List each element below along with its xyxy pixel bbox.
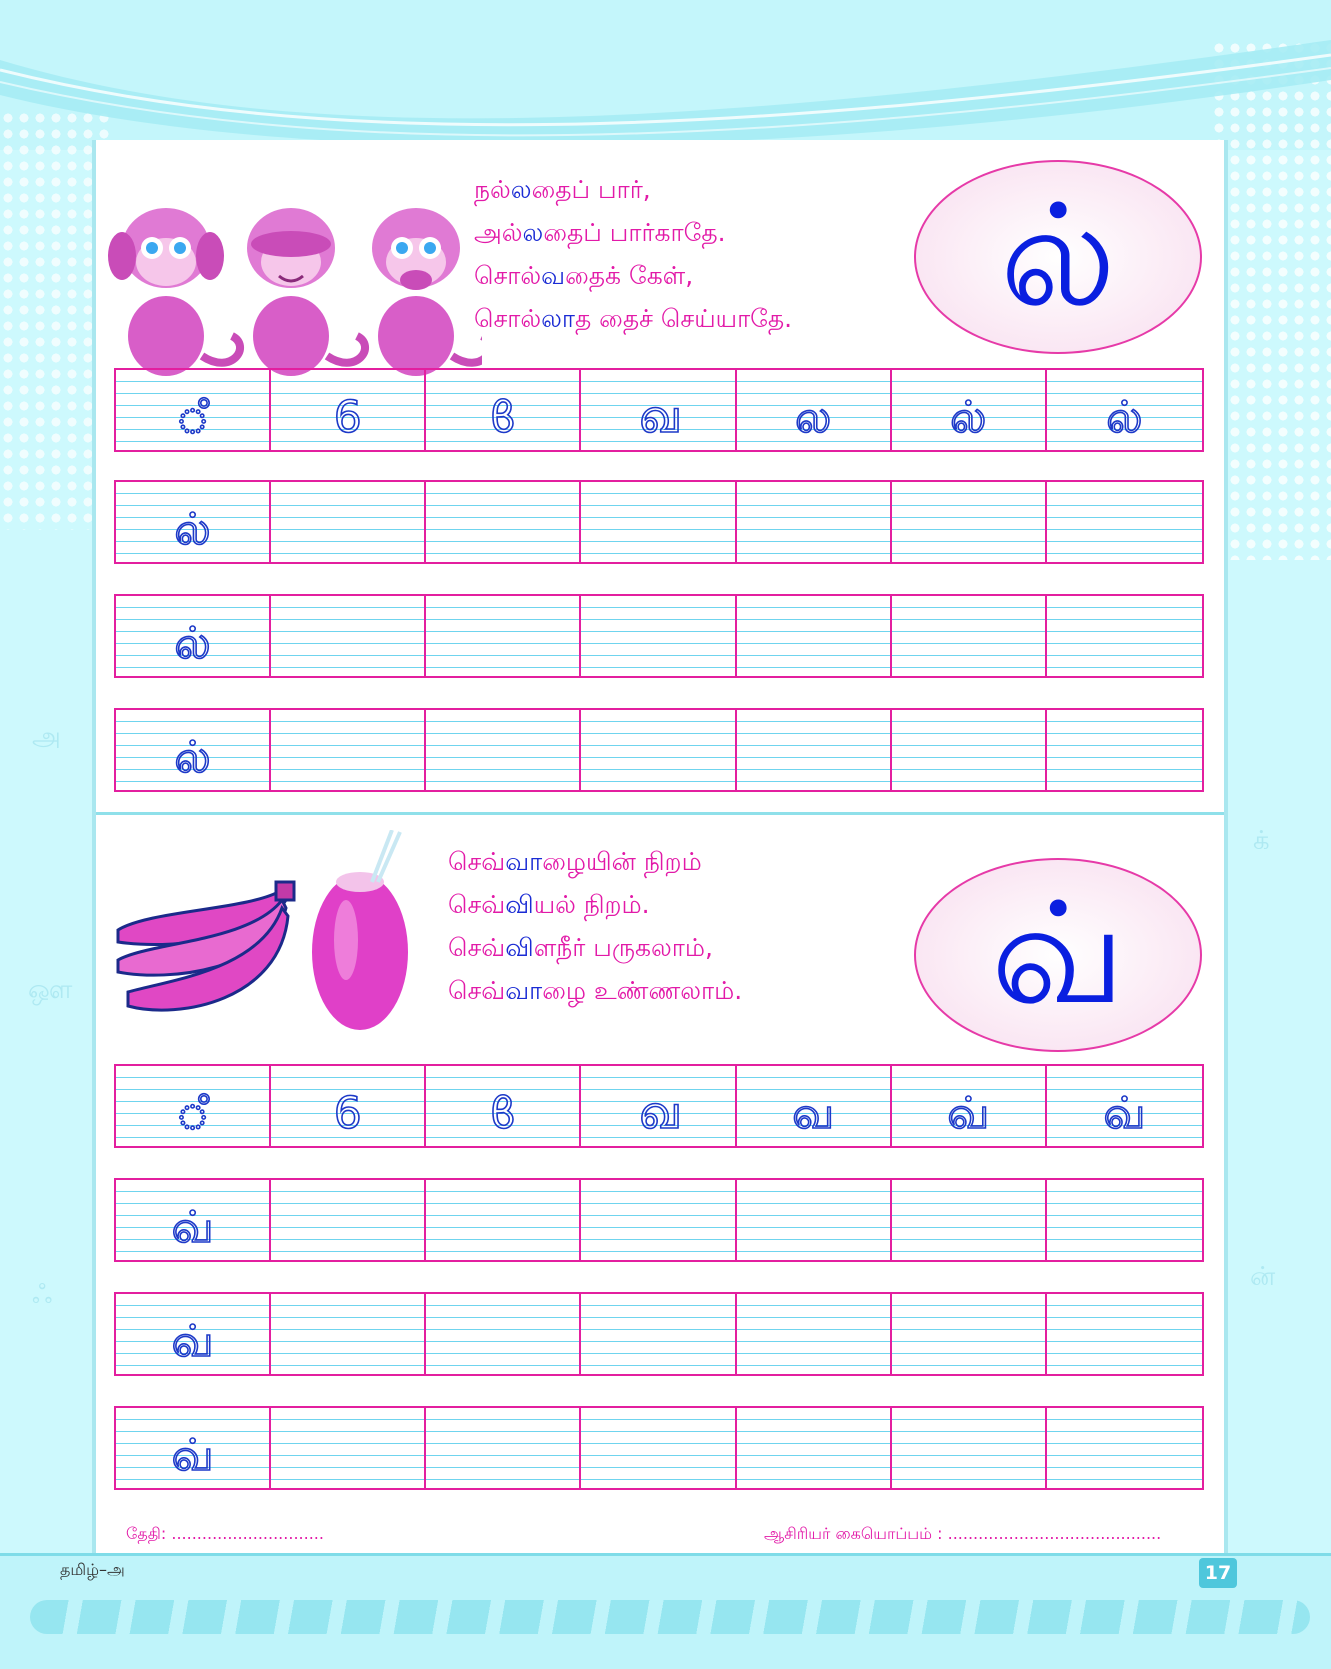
letter-ellipse-la <box>914 160 1202 354</box>
side-letter-au: ஔ <box>28 975 73 1005</box>
trace-cell[interactable] <box>426 1066 581 1146</box>
signature-label: ஆசிரியர் கையொப்பம் : <box>764 1524 943 1543</box>
poem-text: த தைச் செய்யாதே. <box>574 304 793 333</box>
practice-cell[interactable] <box>581 1180 736 1260</box>
practice-cell[interactable] <box>271 1408 426 1488</box>
practice-row-va-1[interactable] <box>114 1178 1204 1262</box>
practice-cell[interactable] <box>1047 1294 1202 1374</box>
section-divider <box>96 812 1224 815</box>
practice-cell[interactable] <box>581 710 736 790</box>
trace-cell[interactable] <box>271 1066 426 1146</box>
signature-field[interactable] <box>764 1524 1161 1545</box>
poem-text: செவ் <box>448 890 506 919</box>
practice-cell[interactable] <box>426 596 581 676</box>
poem-line <box>474 168 792 211</box>
poem-highlight: வி <box>505 933 534 962</box>
practice-cell[interactable] <box>892 596 1047 676</box>
practice-cell[interactable] <box>892 1180 1047 1260</box>
poem-highlight: ல <box>510 175 532 204</box>
trace-stroke: வ் <box>171 1430 214 1481</box>
practice-cell[interactable] <box>1047 596 1202 676</box>
practice-cell[interactable] <box>892 1408 1047 1488</box>
practice-cell[interactable] <box>737 482 892 562</box>
trace-cell[interactable] <box>116 370 271 450</box>
poem-highlight: லா <box>541 304 575 333</box>
practice-row-va-3[interactable] <box>114 1406 1204 1490</box>
poem-highlight: வ <box>541 261 566 290</box>
date-field[interactable] <box>126 1524 324 1545</box>
trace-stroke: ஂ <box>175 1088 210 1139</box>
trace-cell[interactable] <box>892 1066 1047 1146</box>
trace-row-va[interactable] <box>114 1064 1204 1148</box>
poem-text: நல் <box>474 175 511 204</box>
poem-line <box>448 840 742 883</box>
three-monkeys-image <box>102 176 482 388</box>
practice-cell[interactable] <box>581 482 736 562</box>
practice-cell[interactable] <box>116 482 271 562</box>
trace-stroke: ல் <box>174 618 211 669</box>
poem-text: சொல் <box>474 261 542 290</box>
trace-stroke: ഖ <box>637 392 679 443</box>
side-letter-a: அ <box>32 722 61 752</box>
trace-cell[interactable] <box>1047 1066 1202 1146</box>
poem-text: தைப் பார், <box>531 175 651 204</box>
poem-text: செவ் <box>448 976 506 1005</box>
practice-cell[interactable] <box>737 596 892 676</box>
poem-highlight: ல <box>522 218 544 247</box>
practice-cell[interactable] <box>892 1294 1047 1374</box>
practice-cell[interactable] <box>1047 1180 1202 1260</box>
letter-ellipse-va <box>914 858 1202 1052</box>
decorative-stripes <box>30 1600 1310 1634</box>
trace-cell[interactable] <box>271 370 426 450</box>
practice-cell[interactable] <box>271 1180 426 1260</box>
trace-stroke: வ <box>792 1088 835 1139</box>
practice-cell[interactable] <box>581 1294 736 1374</box>
practice-cell[interactable] <box>271 710 426 790</box>
date-dots: .............................. <box>171 1524 324 1543</box>
trace-cell[interactable] <box>581 370 736 450</box>
poem-highlight: வா <box>505 976 543 1005</box>
practice-cell[interactable] <box>737 710 892 790</box>
practice-row-va-2[interactable] <box>114 1292 1204 1376</box>
trace-stroke: வ் <box>171 1202 214 1253</box>
trace-cell[interactable] <box>426 370 581 450</box>
practice-cell[interactable] <box>426 482 581 562</box>
poem-text: செவ் <box>448 933 506 962</box>
practice-cell[interactable] <box>1047 710 1202 790</box>
trace-cell[interactable] <box>1047 370 1202 450</box>
practice-cell[interactable] <box>1047 482 1202 562</box>
trace-stroke: ல் <box>1106 392 1143 443</box>
practice-cell[interactable] <box>116 596 271 676</box>
poem-line <box>448 969 742 1012</box>
practice-cell[interactable] <box>426 1294 581 1374</box>
trace-stroke: வ் <box>171 1316 214 1367</box>
practice-cell[interactable] <box>426 710 581 790</box>
trace-stroke: ஂ <box>175 392 210 443</box>
practice-row-la-3[interactable] <box>114 708 1204 792</box>
trace-stroke: ல் <box>174 732 211 783</box>
poem-text: செவ் <box>448 847 506 876</box>
practice-cell[interactable] <box>581 596 736 676</box>
trace-row-la[interactable] <box>114 368 1204 452</box>
poem-text: தைக் கேள், <box>565 261 694 290</box>
practice-cell[interactable] <box>737 1294 892 1374</box>
trace-cell[interactable] <box>892 370 1047 450</box>
poem-text: அல் <box>474 218 523 247</box>
trace-cell[interactable] <box>737 1066 892 1146</box>
practice-cell[interactable] <box>892 710 1047 790</box>
trace-cell[interactable] <box>737 370 892 450</box>
trace-stroke: ல் <box>174 504 211 555</box>
poem-line <box>474 254 792 297</box>
big-letter-va: வ் <box>991 873 1125 1036</box>
poem-text: சொல் <box>474 304 542 333</box>
trace-stroke: 6 <box>333 392 362 443</box>
subject-label: தமிழ்–அ <box>60 1560 125 1579</box>
poem-text: தைப் பார்காதே. <box>543 218 726 247</box>
poem-line <box>474 297 792 340</box>
trace-stroke: வ் <box>1103 1088 1146 1139</box>
trace-stroke: ϐ <box>489 1088 517 1139</box>
practice-cell[interactable] <box>737 1180 892 1260</box>
practice-cell[interactable] <box>271 482 426 562</box>
poem-highlight: வா <box>505 847 543 876</box>
side-letter-ka: க் <box>1253 826 1270 856</box>
practice-cell[interactable] <box>116 1408 271 1488</box>
practice-cell[interactable] <box>737 1408 892 1488</box>
poem-text: ளநீர் பருகலாம், <box>533 933 713 962</box>
practice-row-la-2[interactable] <box>114 594 1204 678</box>
poem-text: யல் நிறம். <box>533 890 650 919</box>
poem-highlight: வி <box>505 890 534 919</box>
trace-stroke: 6 <box>333 1088 362 1139</box>
trace-stroke: ഖ <box>637 1088 679 1139</box>
trace-cell[interactable] <box>116 1066 271 1146</box>
practice-cell[interactable] <box>426 1408 581 1488</box>
trace-stroke: ϐ <box>489 392 517 443</box>
practice-cell[interactable] <box>116 1180 271 1260</box>
banana-coconut-image <box>110 830 410 1035</box>
practice-cell[interactable] <box>271 596 426 676</box>
poem-line <box>448 926 742 969</box>
practice-cell[interactable] <box>1047 1408 1202 1488</box>
poem-va <box>448 840 742 1012</box>
worksheet-page <box>92 140 1228 1553</box>
practice-cell[interactable] <box>892 482 1047 562</box>
trace-stroke: ல் <box>950 392 987 443</box>
big-letter-la: ல் <box>999 175 1117 338</box>
side-letter-na: ன் <box>1250 1262 1276 1292</box>
poem-text: ழையின் நிறம் <box>542 847 702 876</box>
date-label: தேதி: <box>126 1524 167 1543</box>
poem-line <box>474 211 792 254</box>
signature-dots: .......................................... <box>947 1524 1162 1543</box>
page-number: 17 <box>1199 1558 1237 1588</box>
practice-cell[interactable] <box>116 1294 271 1374</box>
side-letter-aytham: ஃ <box>32 1280 53 1310</box>
trace-stroke: வ் <box>947 1088 990 1139</box>
trace-stroke: ல <box>794 392 832 443</box>
practice-cell[interactable] <box>581 1408 736 1488</box>
trace-cell[interactable] <box>581 1066 736 1146</box>
poem-text: ழை உண்ணலாம். <box>542 976 743 1005</box>
practice-cell[interactable] <box>271 1294 426 1374</box>
poem-line <box>448 883 742 926</box>
practice-cell[interactable] <box>116 710 271 790</box>
poem-la <box>474 168 792 340</box>
practice-row-la-1[interactable] <box>114 480 1204 564</box>
practice-cell[interactable] <box>426 1180 581 1260</box>
